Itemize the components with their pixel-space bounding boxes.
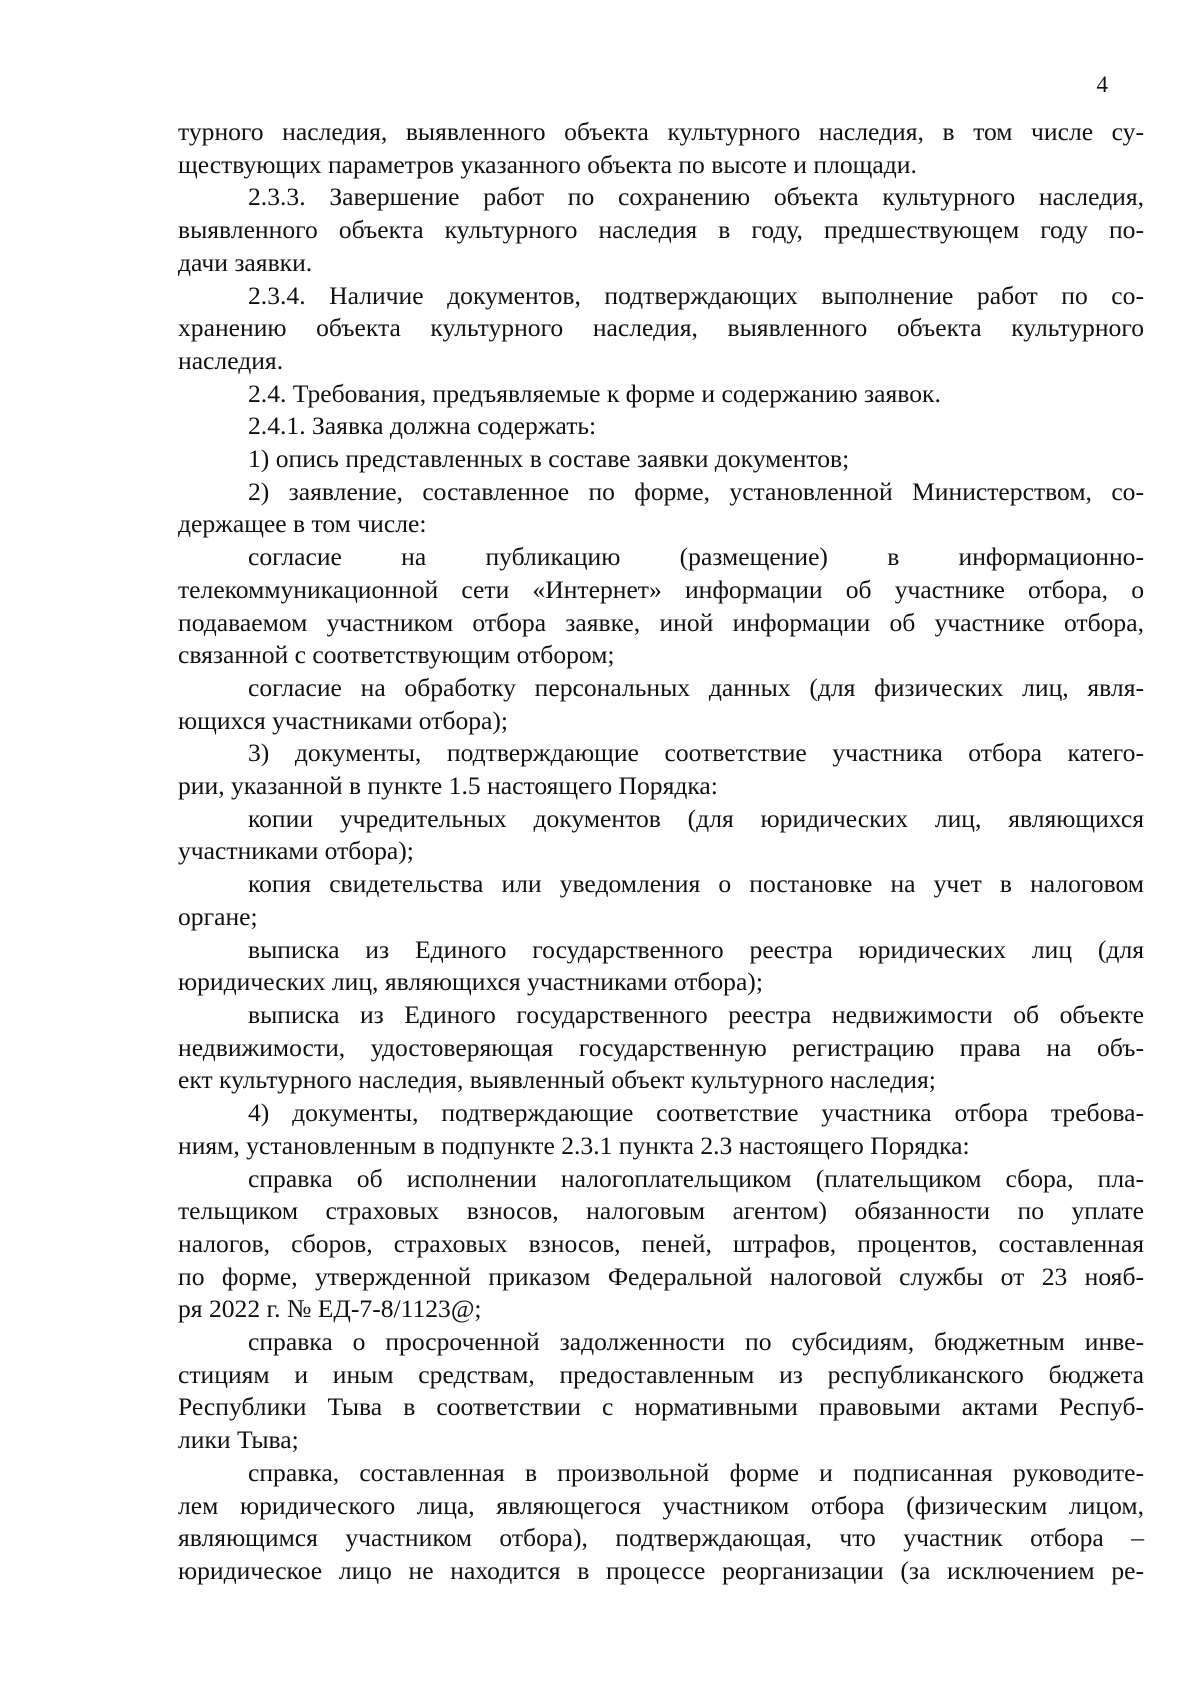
- text-line: копии учредительных документов (для юридических лиц, являющихся: [248, 803, 1144, 833]
- paragraph: [178, 476, 1144, 541]
- paragraph: [178, 803, 1144, 868]
- paragraph: [178, 672, 1144, 737]
- document-body: [178, 116, 1144, 1588]
- text-line: хранению объекта культурного наследия, выявленного объекта культурного: [178, 313, 1144, 343]
- paragraph: [178, 999, 1144, 1097]
- paragraph: [178, 378, 1144, 411]
- text-line: ниям, установленным в подпункте 2.3.1 пункта 2.3 настоящего Порядка:: [178, 1130, 970, 1160]
- text-line: 2.4.1. Заявка должна содержать:: [248, 411, 597, 441]
- text-line: юридических лиц, являющихся участниками отбора);: [178, 967, 763, 997]
- paragraph: [178, 443, 1144, 476]
- paragraph: [178, 1097, 1144, 1162]
- text-line: 1) опись представленных в составе заявки документов;: [248, 444, 850, 474]
- text-line: турного наследия, выявленного объекта культурного наследия, в том числе су-: [178, 117, 1144, 146]
- text-line: ект культурного наследия, выявленный объект культурного наследия;: [178, 1065, 936, 1095]
- text-line: 2) заявление, составленное по форме, установленной Министерством, со-: [248, 476, 1144, 506]
- text-line: подаваемом участником отбора заявке, иной информации об участнике отбора,: [178, 607, 1144, 637]
- text-line: недвижимости, удостоверяющая государственную регистрацию права на объ-: [178, 1032, 1144, 1062]
- paragraph: [178, 181, 1144, 279]
- text-line: 2.3.3. Завершение работ по сохранению объекта культурного наследия,: [248, 182, 1144, 212]
- paragraph: [178, 1457, 1144, 1588]
- paragraph: [178, 116, 1144, 181]
- text-line: дачи заявки.: [178, 247, 313, 277]
- text-line: налогов, сборов, страховых взносов, пеней, штрафов, процентов, составленная: [178, 1228, 1144, 1258]
- text-line: по форме, утвержденной приказом Федеральной налоговой службы от 23 нояб-: [178, 1261, 1144, 1291]
- text-line: справка о просроченной задолженности по субсидиям, бюджетным инве-: [248, 1327, 1144, 1357]
- text-line: 2.3.4. Наличие документов, подтверждающих выполнение работ по со-: [248, 280, 1144, 310]
- text-line: 3) документы, подтверждающие соответствие участника отбора катего-: [248, 738, 1144, 768]
- text-line: 4) документы, подтверждающие соответствие участника отбора требова-: [248, 1098, 1144, 1128]
- text-line: согласие на обработку персональных данных (для физических лиц, явля-: [248, 672, 1144, 702]
- text-line: тельщиком страховых взносов, налоговым агентом) обязанности по уплате: [178, 1196, 1144, 1226]
- text-line: копия свидетельства или уведомления о постановке на учет в налоговом: [248, 869, 1144, 899]
- paragraph: [178, 410, 1144, 443]
- text-line: стициям и иным средствам, предоставленным из республиканского бюджета: [178, 1359, 1144, 1389]
- text-line: наследия.: [178, 345, 284, 375]
- text-line: ществующих параметров указанного объекта по высоте и площади.: [178, 149, 917, 179]
- text-line: ющихся участниками отбора);: [178, 705, 509, 735]
- paragraph: [178, 934, 1144, 999]
- text-line: юридическое лицо не находится в процессе реорганизации (за исключением ре-: [178, 1555, 1144, 1585]
- text-line: рии, указанной в пункте 1.5 настоящего Порядка:: [178, 771, 718, 801]
- text-line: участниками отбора);: [178, 836, 414, 866]
- text-line: выписка из Единого государственного реестра юридических лиц (для: [248, 934, 1144, 964]
- text-line: справка, составленная в произвольной форме и подписанная руководите-: [248, 1457, 1144, 1487]
- paragraph: [178, 1326, 1144, 1457]
- text-line: являющимся участником отбора), подтверждающая, что участник отбора –: [178, 1523, 1144, 1553]
- text-line: лем юридического лица, являющегося участником отбора (физическим лицом,: [178, 1490, 1144, 1520]
- text-line: ря 2022 г. № ЕД-7-8/1123@;: [178, 1294, 482, 1324]
- paragraph: [178, 1163, 1144, 1327]
- text-line: органе;: [178, 901, 258, 931]
- text-line: согласие на публикацию (размещение) в информационно-: [248, 542, 1144, 572]
- paragraph: [178, 737, 1144, 802]
- text-line: выписка из Единого государственного реестра недвижимости об объекте: [248, 999, 1144, 1029]
- text-line: держащее в том числе:: [178, 509, 427, 539]
- paragraph: [178, 868, 1144, 933]
- text-line: связанной с соответствующим отбором;: [178, 640, 615, 670]
- text-line: телекоммуникационной сети «Интернет» информации об участнике отбора, о: [178, 574, 1144, 604]
- paragraph: [178, 541, 1144, 672]
- text-line: Республики Тыва в соответствии с нормативными правовыми актами Респуб-: [178, 1392, 1144, 1422]
- paragraph: [178, 280, 1144, 378]
- text-line: справка об исполнении налогоплательщиком (плательщиком сбора, пла-: [248, 1163, 1144, 1193]
- text-line: выявленного объекта культурного наследия в году, предшествующем году по-: [178, 215, 1144, 245]
- text-line: 2.4. Требования, предъявляемые к форме и содержанию заявок.: [248, 378, 941, 408]
- text-line: лики Тыва;: [178, 1425, 299, 1455]
- page-number: 4: [1096, 72, 1108, 97]
